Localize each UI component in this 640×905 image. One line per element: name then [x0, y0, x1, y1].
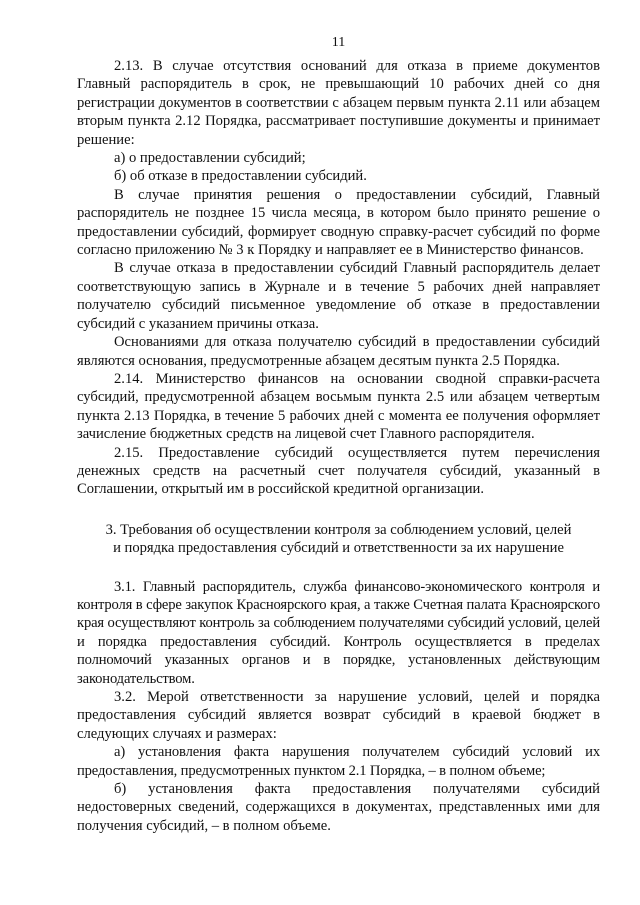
page-number: 11 — [331, 35, 346, 50]
paragraph-option-b: б) об отказе в предоставлении субсидий. — [114, 168, 367, 185]
paragraph-case-b: б) установления факта предоставления получателями субсидий недостоверных сведений, содержащихся в документах, представленных ими для получения субсидий, – в полном объеме. — [77, 781, 600, 834]
paragraph-refusal-grounds: Основаниями для отказа получателю субсидий в предоставлении субсидий являются основания, предусмотренные абзацем десятым пункта 2.5 Порядка. — [77, 334, 600, 369]
paragraph-approval-case: В случае принятия решения о предоставлении субсидий, Главный распорядитель не позднее 15 числа месяца, в котором было принято решение о предоставлении субсидий, формирует сводную справку-расчет субсидий по форме согласно приложению № 3 к Порядку и направляет ее в Министерство финансов. — [77, 186, 600, 259]
document-body — [77, 57, 600, 835]
section-heading-line-2: и порядка предоставления субсидий и ответственности за их нарушение — [113, 540, 564, 557]
paragraph-option-a: а) о предоставлении субсидий; — [114, 150, 306, 167]
section-heading-line-1: 3. Требования об осуществлении контроля за соблюдением условий, целей — [105, 521, 572, 538]
paragraph-refusal-case: В случае отказа в предоставлении субсидий Главный распорядитель делает соответствующую запись в Журнале и в течение 5 рабочих дней направляет получателю субсидий письменное уведомление об отказе в предоставлении субсидий с указанием причины отказа. — [77, 260, 600, 332]
paragraph-3-1: 3.1. Главный распорядитель, служба финансово-экономического контроля и контроля в сфере закупок Красноярского края, а также Счетная палата Красноярского края осуществляют контроль за соблюдением получателями субсидий условий, целей и порядка предоставления субсидий. Контроль осуществляется в пределах полномочий указанных органов и в порядке, установленных действующим законодательством. — [77, 578, 600, 687]
section-3-heading — [77, 521, 600, 558]
paragraph-2-14: 2.14. Министерство финансов на основании сводной справки-расчета субсидий, предусмотренной абзацем восьмым пункта 2.5 или абзацем четвертым пункта 2.13 Порядка, в течение 5 рабочих дней с момента ее получения оформляет зачисление бюджетных средств на лицевой счет Главного распорядителя. — [77, 370, 600, 443]
paragraph-2-13: 2.13. В случае отсутствия оснований для отказа в приеме документов Главный распорядитель в срок, не превышающий 10 рабочих дней со дня регистрации документов в соответствии с абзацем первым пункта 2.11 или абзацем вторым пункта 2.12 Порядка, рассматривает поступившие документы и принимает решение: — [77, 58, 600, 148]
paragraph-3-2: 3.2. Мерой ответственности за нарушение условий, целей и порядка предоставления субсидий является возврат субсидий в краевой бюджет в следующих случаях и размерах: — [77, 689, 600, 742]
paragraph-2-15: 2.15. Предоставление субсидий осуществляется путем перечисления денежных средств на расчетный счет получателя субсидий, указанный в Соглашении, открытый им в российской кредитной организации. — [77, 444, 600, 498]
paragraph-case-a: а) установления факта нарушения получателем субсидий условий их предоставления, предусмотренных пунктом 2.1 Порядка, – в полном объеме; — [77, 744, 600, 779]
